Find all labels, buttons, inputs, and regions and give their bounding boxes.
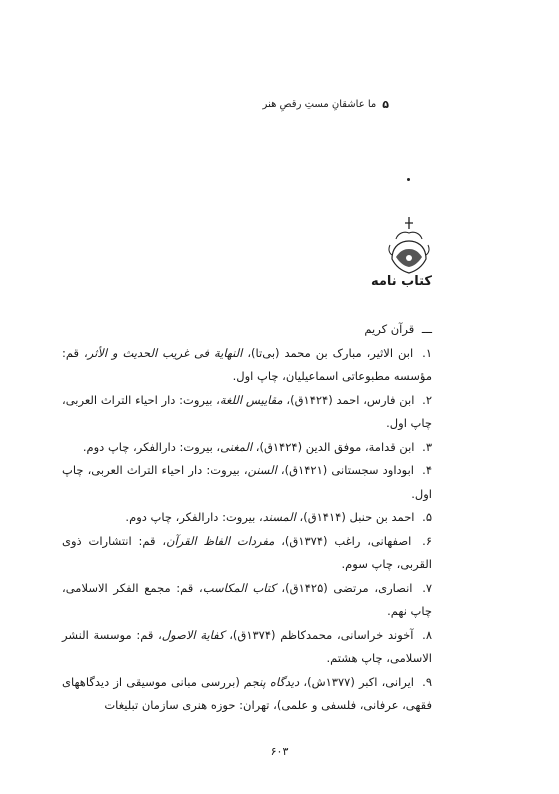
- header-page-number: ۵: [382, 97, 389, 111]
- bibliography-title: کتاب نامه: [370, 274, 432, 289]
- list-item: ۷. انصاری، مرتضی (۱۴۲۵ق)، کتاب المکاسب، قم: مجمع الفکر الاسلامی، چاپ نهم.: [62, 580, 433, 618]
- page-number: ۶۰۳: [270, 745, 289, 758]
- list-item: ۳. ابن قدامة، موفق الدین (۱۴۲۴ق)، المغنی، بیروت: دارالفکر، چاپ دوم.: [82, 439, 432, 454]
- bibliography-list: [62, 318, 432, 718]
- list-item: ۸. آخوند خراسانی، محمدکاظم (۱۳۷۴ق)، کفایة الاصول، قم: موسسة النشر الاسلامی، چاپ هشتم.: [62, 627, 433, 665]
- decorative-dot: [407, 178, 410, 181]
- list-item: ـــ قرآن کریم: [364, 322, 432, 336]
- list-item: ۴. ابوداود سجستانی (۱۴۲۱ق)، السنن، بیروت: دار احیاء التراث العربی، چاپ اول.: [62, 463, 433, 501]
- list-item: ۱. ابن الاثیر، مبارک بن محمد (بی‌تا)، النهایة فی غریب الحدیث و الأثر، قم: مؤسسه مطبوعاتی اسماعیلیان، چاپ اول.: [62, 345, 433, 383]
- list-item: ۲. ابن فارس، احمد (۱۴۲۴ق)، مقاییس اللغة، بیروت: دار احیاء التراث العربی، چاپ اول.: [62, 392, 432, 430]
- list-item: ۹. ایرانی، اکبر (۱۳۷۷ش)، دیدگاه پنجم (بررسی مبانی موسیقی از دیدگاههای فقهی، عرفانی، فلسفی و علمی)، تهران: حوزه هنری سازمان تبلیغات: [62, 674, 432, 712]
- header-title: ما عاشقانِ مستِ رقصِ هنر: [262, 98, 377, 110]
- running-header: [60, 96, 389, 112]
- list-item: ۵. احمد بن حنبل (۱۴۱۴ق)، المسند، بیروت: دارالفکر، چاپ دوم.: [125, 510, 432, 524]
- ornament-icon: [386, 215, 432, 277]
- list-item: ۶. اصفهانی، راغب (۱۳۷۴ق)، مفردات الفاظ القرآن، قم: انتشارات ذوی القربی، چاپ سوم.: [62, 533, 432, 571]
